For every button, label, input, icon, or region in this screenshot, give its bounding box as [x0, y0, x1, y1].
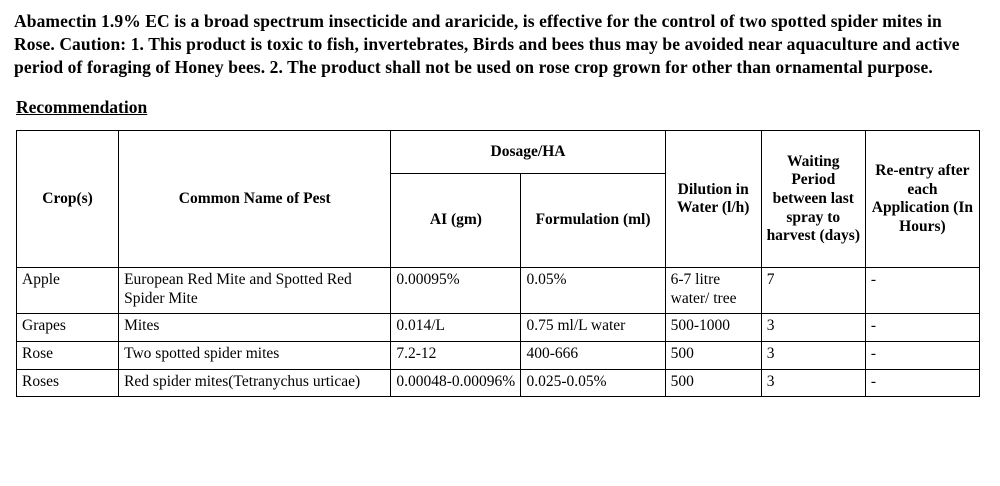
table-header-row-1	[17, 131, 980, 174]
cell-reentry: -	[865, 342, 979, 370]
table-header-ai: AI (gm)	[391, 174, 521, 268]
cell-pest: European Red Mite and Spotted Red Spider Mite	[119, 268, 391, 314]
cell-formulation: 0.75 ml/L water	[521, 314, 665, 342]
table-header-waiting-period: Waiting Period between last spray to harvest (days)	[761, 131, 865, 268]
cell-pest: Two spotted spider mites	[119, 342, 391, 370]
table-header-pest: Common Name of Pest	[119, 131, 391, 268]
cell-waiting: 3	[761, 342, 865, 370]
table-header-dosage-group: Dosage/HA	[391, 131, 665, 174]
cell-dilution: 500-1000	[665, 314, 761, 342]
table-row	[17, 268, 980, 314]
section-heading-recommendation: Recommendation	[16, 97, 148, 118]
cell-formulation: 0.05%	[521, 268, 665, 314]
cell-crop: Rose	[17, 342, 119, 370]
table-row	[17, 342, 980, 370]
table-header-reentry: Re-entry after each Application (In Hours)	[865, 131, 979, 268]
recommendation-heading-wrap	[14, 97, 986, 130]
table-header	[17, 131, 980, 268]
cell-formulation: 400-666	[521, 342, 665, 370]
table-header-formulation: Formulation (ml)	[521, 174, 665, 268]
cell-waiting: 3	[761, 369, 865, 397]
table-row	[17, 314, 980, 342]
cell-formulation: 0.025-0.05%	[521, 369, 665, 397]
cell-ai: 7.2-12	[391, 342, 521, 370]
cell-reentry: -	[865, 314, 979, 342]
cell-reentry: -	[865, 369, 979, 397]
cell-pest: Red spider mites(Tetranychus urticae)	[119, 369, 391, 397]
cell-ai: 0.00048-0.00096%	[391, 369, 521, 397]
table-body	[17, 268, 980, 397]
cell-ai: 0.014/L	[391, 314, 521, 342]
product-description-paragraph: Abamectin 1.9% EC is a broad spectrum insecticide and araricide, is effective for the control of two spotted spider mites in Rose. Caution: 1. This product is toxic to fish, invertebrates, Birds and bees thus may be avoided near aquaculture and active period of foraging of Honey bees. 2. The product shall not be used on rose crop grown for other than ornamental purpose.	[14, 11, 960, 78]
cell-pest: Mites	[119, 314, 391, 342]
table-header-crop: Crop(s)	[17, 131, 119, 268]
cell-waiting: 7	[761, 268, 865, 314]
cell-crop: Grapes	[17, 314, 119, 342]
cell-dilution: 500	[665, 342, 761, 370]
table-row	[17, 369, 980, 397]
recommendation-table	[16, 130, 980, 397]
cell-crop: Apple	[17, 268, 119, 314]
cell-ai: 0.00095%	[391, 268, 521, 314]
cell-crop: Roses	[17, 369, 119, 397]
cell-dilution: 6-7 litre water/ tree	[665, 268, 761, 314]
cell-waiting: 3	[761, 314, 865, 342]
table-header-dilution: Dilution in Water (l/h)	[665, 131, 761, 268]
cell-dilution: 500	[665, 369, 761, 397]
cell-reentry: -	[865, 268, 979, 314]
